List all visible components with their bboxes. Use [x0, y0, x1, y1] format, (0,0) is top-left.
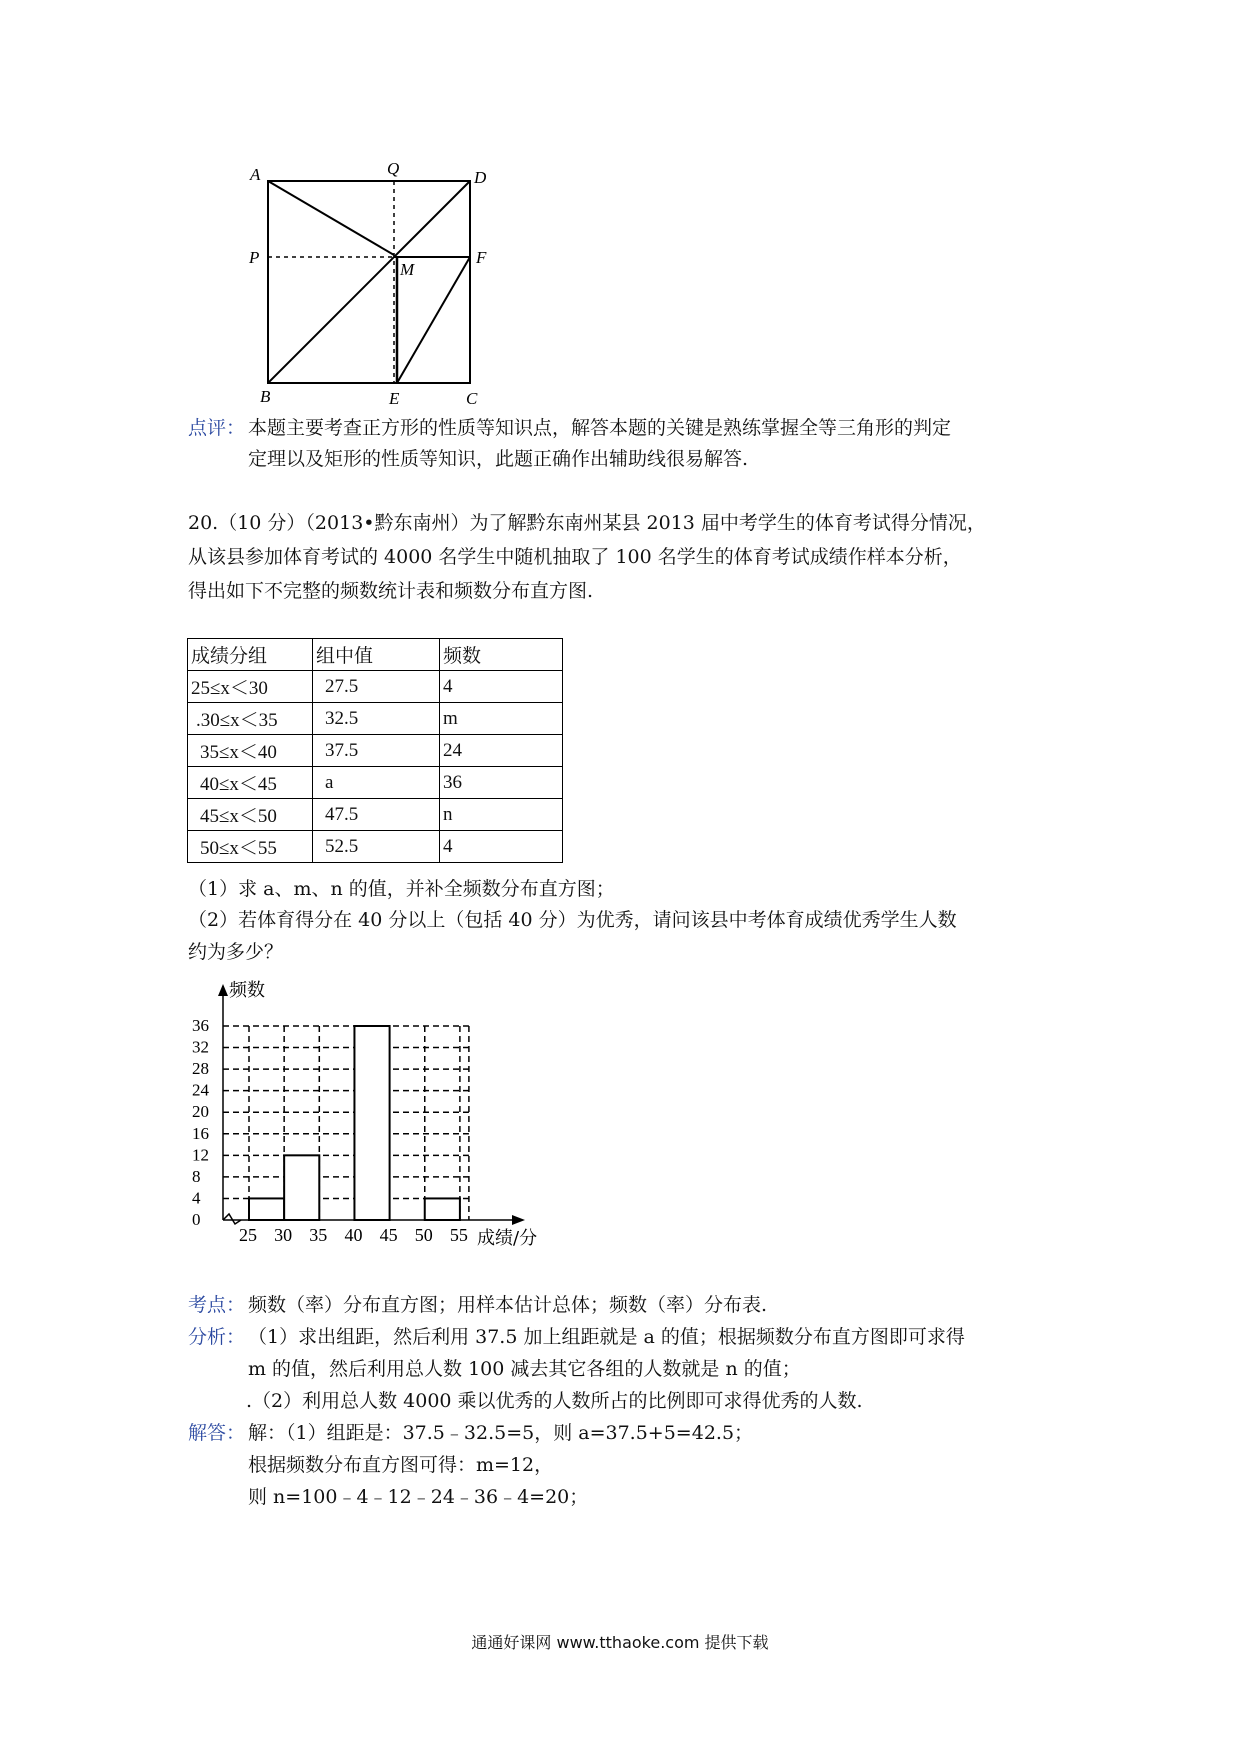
- table-row: [188, 767, 563, 799]
- fenxi-line-2: m 的值，然后利用总人数 100 减去其它各组的人数就是 n 的值；: [248, 1358, 801, 1380]
- comment-line-1: 本题主要考查正方形的性质等知识点，解答本题的关键是熟练掌握全等三角形的判定: [248, 417, 952, 439]
- y-tick-label: 20: [192, 1102, 209, 1122]
- y-tick-label: 24: [192, 1080, 209, 1100]
- table-row: [188, 799, 563, 831]
- comment-line-2: 定理以及矩形的性质等知识，此题正确作出辅助线很易解答.: [248, 448, 749, 470]
- diagonal-bd: [268, 181, 470, 383]
- y-tick-label: 32: [192, 1037, 209, 1057]
- x-tick-label: 30: [274, 1225, 293, 1245]
- problem-line-2: 从该县参加体育考试的 4000 名学生中随机抽取了 100 名学生的体育考试成绩作样本分析，: [188, 546, 962, 568]
- kaodian-text: 频数（率）分布直方图；用样本估计总体；频数（率）分布表.: [248, 1294, 768, 1316]
- table-header-cell: 组中值: [313, 639, 440, 671]
- fenxi-line-1: （1）求出组距，然后利用 37.5 加上组距就是 a 的值；根据频数分布直方图即可求得: [248, 1326, 965, 1348]
- table-cell: 24: [440, 735, 563, 767]
- label-m: M: [400, 260, 415, 279]
- table-row: [188, 703, 563, 735]
- label-b: B: [260, 387, 271, 406]
- y-tick-label: 8: [192, 1166, 201, 1186]
- jieda-line-2: 根据频数分布直方图可得：m=12，: [248, 1454, 554, 1476]
- frequency-table: [187, 638, 563, 863]
- footer-credit: 通通好课网 www.tthaoke.com 提供下载: [471, 1633, 769, 1652]
- table-header-cell: 成绩分组: [188, 639, 313, 671]
- fenxi-tag: 分析：: [188, 1326, 246, 1348]
- table-cell: 4: [440, 831, 563, 863]
- y-axis-arrow: [218, 984, 228, 996]
- table-header-row: [188, 639, 563, 671]
- y-axis-label: 频数: [229, 980, 265, 1001]
- table-cell: 32.5: [313, 703, 440, 735]
- table-cell: 35≤x＜40: [188, 735, 313, 767]
- table-cell: 40≤x＜45: [188, 767, 313, 799]
- histogram-bar: [425, 1198, 460, 1220]
- question-2-line-2: 约为多少？: [188, 941, 284, 963]
- segment-am: [268, 181, 394, 255]
- x-tick-label: 25: [239, 1225, 257, 1245]
- y-tick-label: 12: [192, 1145, 209, 1165]
- table-cell: 52.5: [313, 831, 440, 863]
- frequency-histogram: [185, 975, 565, 1250]
- label-q: Q: [387, 159, 400, 178]
- problem-line-3: 得出如下不完整的频数统计表和频数分布直方图.: [188, 580, 594, 602]
- histogram-bar: [249, 1198, 284, 1220]
- axis-break: [223, 1214, 241, 1224]
- x-tick-label: 35: [309, 1225, 328, 1245]
- x-tick-label: 40: [344, 1225, 363, 1245]
- table-cell: 50≤x＜55: [188, 831, 313, 863]
- x-axis-label: 成绩/分: [477, 1228, 538, 1249]
- x-axis-arrow: [512, 1215, 525, 1225]
- histogram-bar: [354, 1026, 389, 1220]
- y-tick-label: 0: [192, 1210, 201, 1229]
- question-1: （1）求 a、m、n 的值，并补全频数分布直方图；: [188, 878, 615, 900]
- x-tick-label: 45: [379, 1225, 398, 1245]
- table-cell: 37.5: [313, 735, 440, 767]
- jieda-line-1: 解：（1）组距是：37.5﹣32.5=5，则 a=37.5+5=42.5；: [248, 1422, 754, 1444]
- table-row: [188, 735, 563, 767]
- question-2-line-1: （2）若体育得分在 40 分以上（包括 40 分）为优秀，请问该县中考体育成绩优秀学生人数: [188, 909, 957, 931]
- y-tick-label: 4: [192, 1188, 201, 1208]
- y-tick-label: 16: [192, 1123, 209, 1143]
- kaodian-tag: 考点：: [188, 1294, 246, 1316]
- label-f: F: [476, 248, 487, 267]
- table-cell: .30≤x＜35: [188, 703, 313, 735]
- label-p: P: [249, 248, 260, 267]
- label-c: C: [466, 389, 478, 408]
- table-cell: n: [440, 799, 563, 831]
- table-cell: m: [440, 703, 563, 735]
- jieda-tag: 解答：: [188, 1422, 246, 1444]
- table-cell: 45≤x＜50: [188, 799, 313, 831]
- table-cell: a: [313, 767, 440, 799]
- table-row: [188, 831, 563, 863]
- table-row: [188, 671, 563, 703]
- jieda-line-3: 则 n=100﹣4﹣12﹣24﹣36﹣4=20；: [248, 1486, 589, 1508]
- label-e: E: [389, 389, 400, 408]
- table-cell: 36: [440, 767, 563, 799]
- table-cell: 25≤x＜30: [188, 671, 313, 703]
- table-header-cell: 频数: [440, 639, 563, 671]
- table-cell: 27.5: [313, 671, 440, 703]
- table-cell: 4: [440, 671, 563, 703]
- fenxi-line-3: .（2）利用总人数 4000 乘以优秀的人数所占的比例即可求得优秀的人数.: [246, 1390, 863, 1412]
- histogram-bar: [284, 1155, 319, 1220]
- square-geometry-figure: [240, 155, 510, 415]
- comment-tag: 点评：: [188, 417, 246, 439]
- label-a: A: [250, 165, 261, 184]
- table-cell: 47.5: [313, 799, 440, 831]
- x-tick-label: 50: [414, 1225, 433, 1245]
- x-tick-label: 55: [449, 1225, 468, 1245]
- y-tick-label: 36: [192, 1016, 209, 1035]
- problem-line-1: 20.（10 分）（2013•黔东南州）为了解黔东南州某县 2013 届中考学生的体育考试得分情况，: [188, 512, 986, 534]
- y-tick-label: 28: [192, 1059, 209, 1079]
- label-d: D: [474, 168, 487, 187]
